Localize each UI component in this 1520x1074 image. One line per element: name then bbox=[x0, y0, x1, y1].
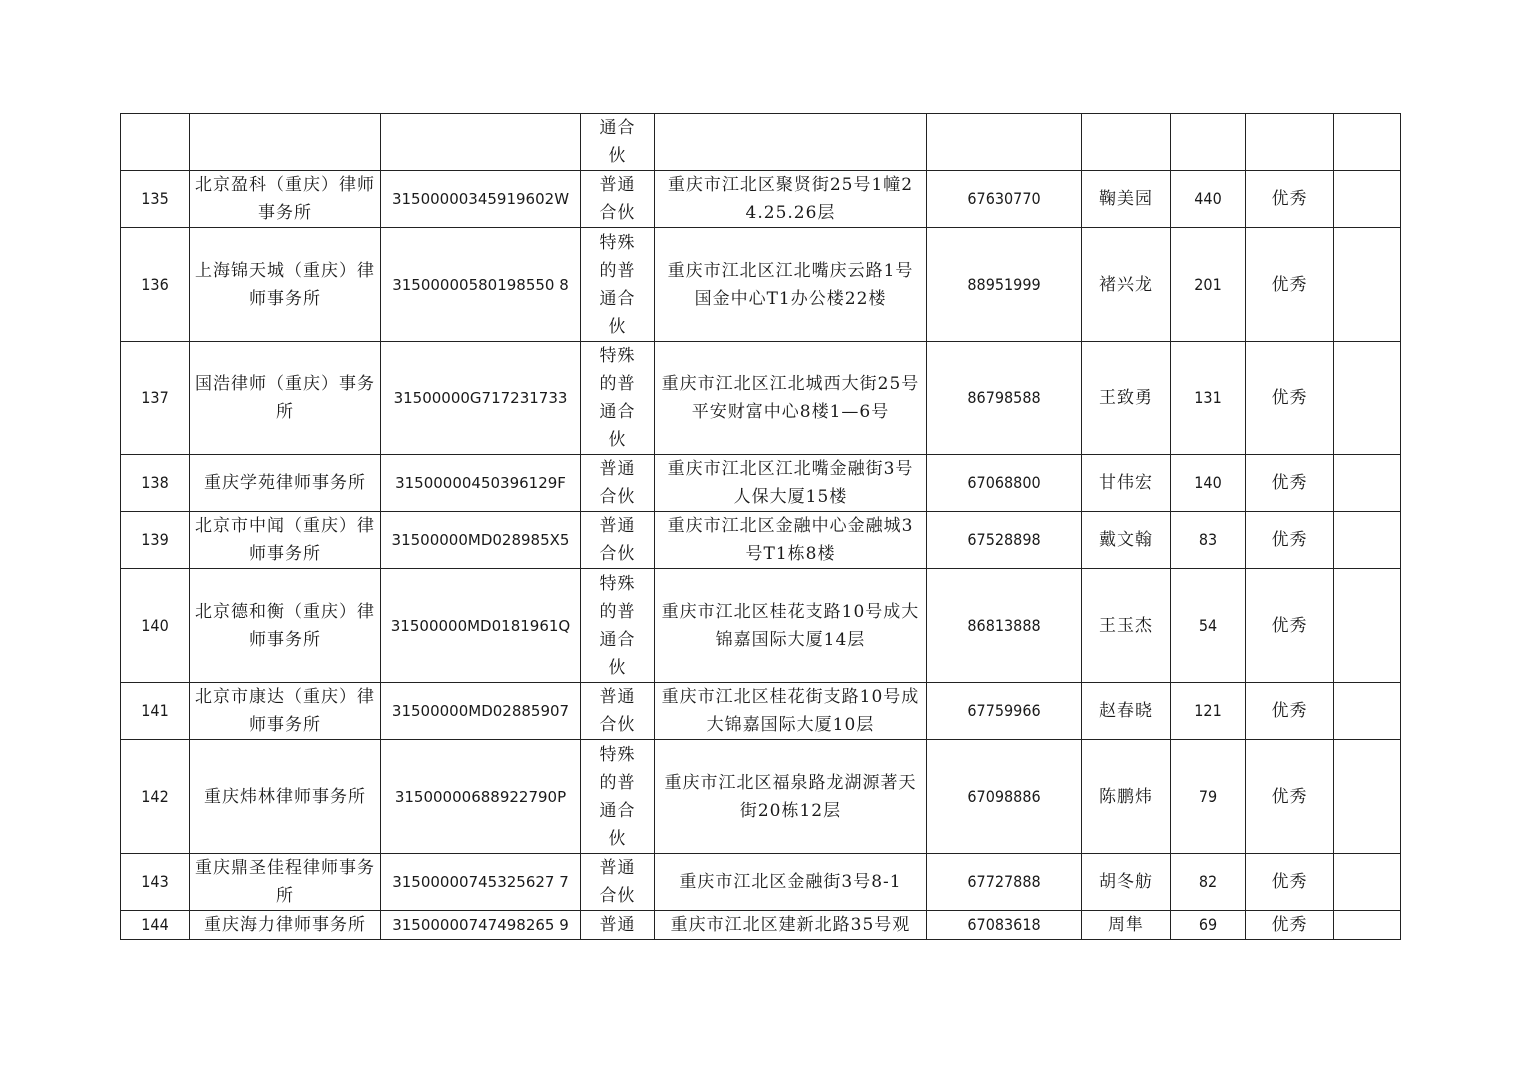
law-firm-table bbox=[120, 113, 1401, 940]
firm-leader-text: 王致勇 bbox=[1099, 388, 1153, 408]
firm-name-cell bbox=[190, 911, 381, 940]
remark-cell bbox=[1334, 854, 1401, 911]
lawyer-count-text: 140 bbox=[1194, 473, 1222, 492]
firm-leader-text: 陈鹏炜 bbox=[1099, 786, 1153, 807]
organization-type-text: 普通合伙 bbox=[599, 516, 636, 564]
phone-number-cell bbox=[927, 342, 1082, 455]
organization-type-cell bbox=[581, 569, 655, 683]
lawyer-count-cell bbox=[1171, 911, 1246, 940]
phone-number-cell bbox=[927, 171, 1082, 228]
assessment-rating-cell bbox=[1246, 740, 1334, 854]
organization-type-text: 特殊的普通合伙 bbox=[599, 232, 636, 337]
remark-cell bbox=[1334, 342, 1401, 455]
remark-cell bbox=[1334, 512, 1401, 569]
row-number-cell bbox=[121, 171, 190, 228]
row-number-cell bbox=[121, 342, 190, 455]
firm-address-cell bbox=[655, 171, 927, 228]
organization-type-text: 普通合伙 bbox=[599, 459, 636, 507]
firm-name-cell bbox=[190, 740, 381, 854]
table-row bbox=[121, 512, 1401, 569]
lawyer-count-cell bbox=[1171, 740, 1246, 854]
assessment-rating-cell bbox=[1246, 854, 1334, 911]
lawyer-count-cell bbox=[1171, 455, 1246, 512]
firm-leader-text: 褚兴龙 bbox=[1099, 274, 1153, 295]
row-number-cell bbox=[121, 569, 190, 683]
organization-type-cell bbox=[581, 854, 655, 911]
row-number-cell bbox=[121, 683, 190, 740]
assessment-rating-text: 优秀 bbox=[1271, 473, 1308, 493]
credit-code-text: 31500000580198550 8 bbox=[392, 275, 569, 294]
lawyer-count-text: 82 bbox=[1198, 872, 1218, 891]
firm-address-text: 重庆市江北区桂花街支路10号成大锦嘉国际大厦10层 bbox=[661, 687, 920, 735]
firm-address-cell bbox=[655, 342, 927, 455]
organization-type-text: 特殊的普通合伙 bbox=[599, 573, 636, 678]
firm-address-cell bbox=[655, 228, 927, 342]
phone-number-text: 67528898 bbox=[967, 530, 1041, 549]
remark-cell bbox=[1334, 683, 1401, 740]
row-number-text: 141 bbox=[141, 701, 169, 720]
firm-address-cell bbox=[655, 512, 927, 569]
assessment-rating-cell bbox=[1246, 455, 1334, 512]
table-row bbox=[121, 114, 1401, 171]
firm-address-text: 重庆市江北区金融街3号8-1 bbox=[679, 872, 902, 892]
row-number-cell bbox=[121, 455, 190, 512]
firm-address-text: 重庆市江北区江北城西大街25号平安财富中心8楼1—6号 bbox=[661, 374, 920, 422]
phone-number-cell bbox=[927, 114, 1082, 171]
credit-code-text: 31500000688922790P bbox=[394, 787, 567, 806]
remark-cell bbox=[1334, 228, 1401, 342]
firm-leader-text: 赵春晓 bbox=[1099, 701, 1153, 721]
firm-name-cell bbox=[190, 455, 381, 512]
organization-type-cell bbox=[581, 683, 655, 740]
credit-code-text: 31500000345919602W bbox=[391, 190, 570, 208]
organization-type-cell bbox=[581, 171, 655, 228]
organization-type-cell bbox=[581, 455, 655, 512]
firm-address-cell bbox=[655, 854, 927, 911]
firm-address-text: 重庆市江北区福泉路龙湖源著天街20栋12层 bbox=[664, 772, 917, 821]
credit-code-cell bbox=[381, 114, 581, 171]
assessment-rating-text: 优秀 bbox=[1271, 530, 1308, 550]
lawyer-count-text: 201 bbox=[1194, 274, 1222, 294]
credit-code-cell bbox=[381, 512, 581, 569]
credit-code-text: 31500000747498265 9 bbox=[392, 916, 569, 934]
organization-type-text: 特殊的普通合伙 bbox=[599, 744, 636, 849]
firm-name-text: 北京市中闻（重庆）律师事务所 bbox=[195, 516, 375, 564]
assessment-rating-text: 优秀 bbox=[1271, 189, 1308, 209]
firm-leader-text: 周隼 bbox=[1108, 915, 1144, 935]
assessment-rating-cell bbox=[1246, 911, 1334, 940]
assessment-rating-text: 优秀 bbox=[1271, 615, 1308, 636]
row-number-text: 143 bbox=[141, 872, 169, 891]
firm-name-cell bbox=[190, 683, 381, 740]
assessment-rating-text: 优秀 bbox=[1271, 274, 1308, 295]
phone-number-cell bbox=[927, 683, 1082, 740]
assessment-rating-cell bbox=[1246, 228, 1334, 342]
row-number-cell bbox=[121, 740, 190, 854]
lawyer-count-cell bbox=[1171, 171, 1246, 228]
row-number-text: 144 bbox=[141, 915, 169, 934]
firm-leader-cell bbox=[1082, 455, 1171, 512]
assessment-rating-cell bbox=[1246, 683, 1334, 740]
organization-type-text: 普通合伙 bbox=[599, 175, 636, 223]
credit-code-cell bbox=[381, 911, 581, 940]
remark-cell bbox=[1334, 569, 1401, 683]
firm-address-cell bbox=[655, 740, 927, 854]
phone-number-cell bbox=[927, 569, 1082, 683]
credit-code-text: 31500000MD0181961Q bbox=[390, 616, 571, 635]
firm-name-text: 重庆学苑律师事务所 bbox=[204, 473, 366, 493]
firm-name-text: 北京德和衡（重庆）律师事务所 bbox=[195, 601, 375, 650]
row-number-cell bbox=[121, 911, 190, 940]
phone-number-text: 67068800 bbox=[967, 473, 1041, 492]
remark-cell bbox=[1334, 114, 1401, 171]
lawyer-count-text: 54 bbox=[1198, 615, 1218, 635]
credit-code-cell bbox=[381, 854, 581, 911]
firm-address-text: 重庆市江北区建新北路35号观 bbox=[670, 915, 911, 935]
organization-type-text: 普通 bbox=[599, 915, 636, 935]
lawyer-count-cell bbox=[1171, 683, 1246, 740]
organization-type-cell bbox=[581, 740, 655, 854]
firm-address-cell bbox=[655, 114, 927, 171]
firm-address-text: 重庆市江北区江北嘴庆云路1号国金中心T1办公楼22楼 bbox=[667, 260, 914, 309]
credit-code-cell bbox=[381, 455, 581, 512]
lawyer-count-cell bbox=[1171, 114, 1246, 171]
lawyer-count-cell bbox=[1171, 228, 1246, 342]
table-row bbox=[121, 854, 1401, 911]
assessment-rating-cell bbox=[1246, 569, 1334, 683]
phone-number-text: 86798588 bbox=[967, 388, 1041, 407]
phone-number-cell bbox=[927, 854, 1082, 911]
lawyer-count-text: 440 bbox=[1194, 189, 1222, 208]
remark-cell bbox=[1334, 911, 1401, 940]
phone-number-text: 67727888 bbox=[967, 872, 1041, 891]
organization-type-text: 特殊的普通合伙 bbox=[599, 346, 636, 450]
lawyer-count-text: 131 bbox=[1194, 388, 1222, 407]
table-row bbox=[121, 740, 1401, 854]
row-number-text: 135 bbox=[141, 189, 169, 208]
credit-code-cell bbox=[381, 342, 581, 455]
firm-leader-cell bbox=[1082, 911, 1171, 940]
row-number-cell bbox=[121, 114, 190, 171]
firm-leader-cell bbox=[1082, 171, 1171, 228]
firm-name-cell bbox=[190, 854, 381, 911]
credit-code-cell bbox=[381, 228, 581, 342]
assessment-rating-cell bbox=[1246, 512, 1334, 569]
remark-cell bbox=[1334, 740, 1401, 854]
phone-number-text: 88951999 bbox=[967, 274, 1041, 294]
firm-name-cell bbox=[190, 342, 381, 455]
firm-address-text: 重庆市江北区江北嘴金融街3号人保大厦15楼 bbox=[667, 459, 914, 507]
firm-name-text: 上海锦天城（重庆）律师事务所 bbox=[195, 260, 375, 309]
firm-leader-cell bbox=[1082, 114, 1171, 171]
firm-leader-text: 甘伟宏 bbox=[1099, 473, 1153, 493]
assessment-rating-text: 优秀 bbox=[1271, 872, 1308, 892]
phone-number-text: 67630770 bbox=[967, 189, 1041, 208]
table-row bbox=[121, 569, 1401, 683]
remark-cell bbox=[1334, 171, 1401, 228]
phone-number-text: 67759966 bbox=[967, 701, 1041, 720]
table-body bbox=[121, 114, 1401, 940]
row-number-cell bbox=[121, 512, 190, 569]
phone-number-cell bbox=[927, 455, 1082, 512]
table-row bbox=[121, 911, 1401, 940]
assessment-rating-cell bbox=[1246, 342, 1334, 455]
organization-type-text: 普通合伙 bbox=[599, 858, 636, 906]
phone-number-text: 67083618 bbox=[967, 915, 1041, 934]
credit-code-text: 31500000745325627 7 bbox=[392, 873, 569, 891]
firm-name-cell bbox=[190, 114, 381, 171]
row-number-cell bbox=[121, 228, 190, 342]
row-number-text: 137 bbox=[141, 388, 169, 407]
credit-code-text: 31500000G717231733 bbox=[393, 389, 568, 407]
phone-number-text: 86813888 bbox=[967, 615, 1041, 635]
firm-address-cell bbox=[655, 911, 927, 940]
firm-leader-cell bbox=[1082, 512, 1171, 569]
firm-address-text: 重庆市江北区金融中心金融城3号T1栋8楼 bbox=[667, 516, 914, 564]
organization-type-text: 通合伙 bbox=[599, 118, 636, 166]
lawyer-count-cell bbox=[1171, 854, 1246, 911]
firm-leader-cell bbox=[1082, 683, 1171, 740]
lawyer-count-cell bbox=[1171, 569, 1246, 683]
firm-name-text: 北京盈科（重庆）律师事务所 bbox=[195, 175, 375, 223]
row-number-text: 139 bbox=[141, 530, 169, 549]
table-row bbox=[121, 683, 1401, 740]
remark-cell bbox=[1334, 455, 1401, 512]
assessment-rating-text: 优秀 bbox=[1271, 388, 1308, 408]
assessment-rating-text: 优秀 bbox=[1271, 701, 1308, 721]
lawyer-count-text: 83 bbox=[1198, 530, 1218, 549]
credit-code-cell bbox=[381, 683, 581, 740]
firm-leader-text: 胡冬舫 bbox=[1099, 872, 1153, 892]
firm-name-text: 北京市康达（重庆）律师事务所 bbox=[195, 687, 375, 735]
organization-type-cell bbox=[581, 114, 655, 171]
lawyer-count-text: 121 bbox=[1194, 701, 1222, 720]
phone-number-cell bbox=[927, 512, 1082, 569]
credit-code-cell bbox=[381, 569, 581, 683]
assessment-rating-text: 优秀 bbox=[1271, 915, 1308, 935]
firm-name-text: 国浩律师（重庆）事务所 bbox=[195, 374, 375, 422]
phone-number-cell bbox=[927, 911, 1082, 940]
row-number-text: 138 bbox=[141, 473, 169, 492]
lawyer-count-cell bbox=[1171, 342, 1246, 455]
firm-name-cell bbox=[190, 228, 381, 342]
table-row bbox=[121, 455, 1401, 512]
firm-leader-cell bbox=[1082, 342, 1171, 455]
firm-address-text: 重庆市江北区桂花支路10号成大锦嘉国际大厦14层 bbox=[661, 601, 920, 650]
assessment-rating-cell bbox=[1246, 171, 1334, 228]
credit-code-cell bbox=[381, 171, 581, 228]
organization-type-cell bbox=[581, 512, 655, 569]
credit-code-text: 31500000MD028985X5 bbox=[391, 531, 570, 549]
lawyer-count-cell bbox=[1171, 512, 1246, 569]
phone-number-text: 67098886 bbox=[967, 786, 1041, 806]
firm-leader-text: 鞠美园 bbox=[1099, 189, 1153, 209]
firm-address-cell bbox=[655, 569, 927, 683]
assessment-rating-text: 优秀 bbox=[1271, 786, 1308, 807]
firm-name-cell bbox=[190, 512, 381, 569]
credit-code-cell bbox=[381, 740, 581, 854]
firm-name-cell bbox=[190, 569, 381, 683]
row-number-text: 140 bbox=[141, 615, 169, 635]
firm-leader-text: 戴文翰 bbox=[1099, 530, 1153, 550]
firm-leader-cell bbox=[1082, 228, 1171, 342]
phone-number-cell bbox=[927, 228, 1082, 342]
lawyer-count-text: 79 bbox=[1198, 786, 1218, 806]
firm-leader-cell bbox=[1082, 854, 1171, 911]
firm-leader-text: 王玉杰 bbox=[1099, 615, 1153, 636]
credit-code-text: 31500000450396129F bbox=[395, 474, 566, 492]
firm-address-cell bbox=[655, 455, 927, 512]
table-row bbox=[121, 171, 1401, 228]
organization-type-text: 普通合伙 bbox=[599, 687, 636, 735]
organization-type-cell bbox=[581, 342, 655, 455]
organization-type-cell bbox=[581, 228, 655, 342]
firm-name-cell bbox=[190, 171, 381, 228]
table-row bbox=[121, 228, 1401, 342]
firm-name-text: 重庆海力律师事务所 bbox=[204, 915, 366, 935]
row-number-text: 142 bbox=[141, 786, 169, 806]
firm-address-cell bbox=[655, 683, 927, 740]
phone-number-cell bbox=[927, 740, 1082, 854]
firm-address-text: 重庆市江北区聚贤街25号1幢24.25.26层 bbox=[667, 175, 914, 223]
assessment-rating-cell bbox=[1246, 114, 1334, 171]
organization-type-cell bbox=[581, 911, 655, 940]
firm-name-text: 重庆鼎圣佳程律师事务所 bbox=[195, 858, 375, 906]
firm-name-text: 重庆炜林律师事务所 bbox=[204, 786, 366, 807]
row-number-text: 136 bbox=[141, 274, 169, 294]
row-number-cell bbox=[121, 854, 190, 911]
firm-leader-cell bbox=[1082, 569, 1171, 683]
firm-leader-cell bbox=[1082, 740, 1171, 854]
credit-code-text: 31500000MD02885907 bbox=[391, 702, 570, 720]
table-row bbox=[121, 342, 1401, 455]
lawyer-count-text: 69 bbox=[1198, 915, 1218, 934]
